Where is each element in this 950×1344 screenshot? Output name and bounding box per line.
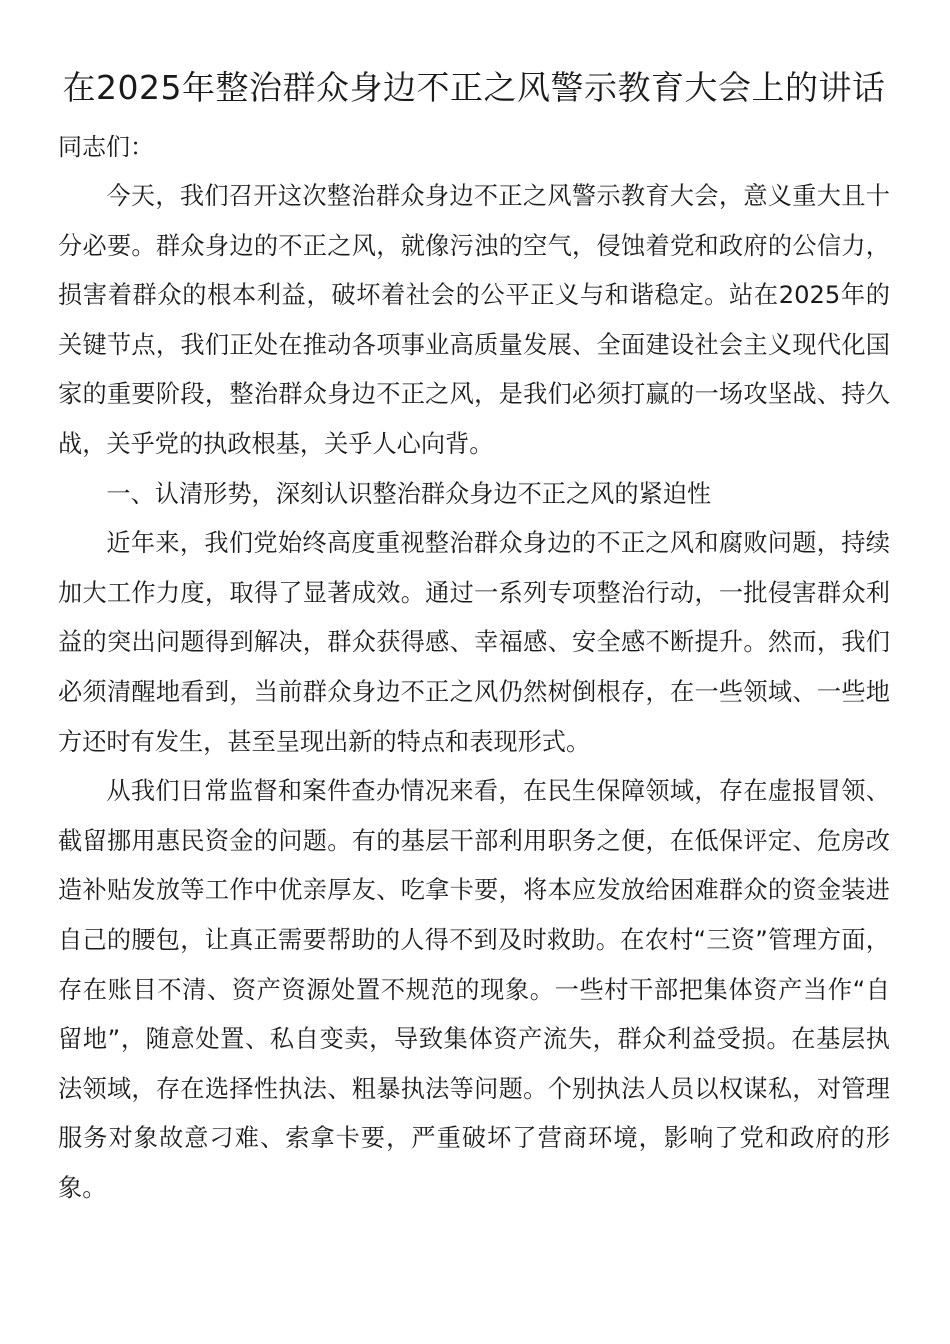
- section-heading-1: 一、认清形势，深刻认识整治群众身边不正之风的紧迫性: [106, 479, 712, 508]
- paragraph-problems: 从我们日常监督和案件查办情况来看，在民生保障领域，存在虚报冒领、截留挪用惠民资金的问题。有的基层干部利用职务之便，在低保评定、危房改造补贴发放等工作中优亲厚友、吃拿卡要，将本应发放给困难群众的资金装进自己的腰包，让真正需要帮助的人得不到及时救助。在农村“三资”管理方面，存在账目不清、资产资源处置不规范的现象。一些村干部把集体资产当作“自留地”，随意处置、私自变卖，导致集体资产流失，群众利益受损。在基层执法领域，存在选择性执法、粗暴执法等问题。个别执法人员以权谋私，对管理服务对象故意刁难、索拿卡要，严重破坏了营商环境，影响了党和政府的形象。: [58, 777, 890, 1202]
- paragraph-situation: 近年来，我们党始终高度重视整治群众身边的不正之风和腐败问题，持续加大工作力度，取得了显著成效。通过一系列专项整治行动，一批侵害群众利益的突出问题得到解决，群众获得感、幸福感、安全感不断提升。然而，我们必须清醒地看到，当前群众身边不正之风仍然树倒根存，在一些领域、一些地方还时有发生，甚至呈现出新的特点和表现形式。: [58, 529, 890, 756]
- document-page: [58, 62, 890, 1213]
- salutation: 同志们：: [58, 133, 154, 161]
- document-title: 在2025年整治群众身边不正之风警示教育大会上的讲话: [62, 68, 886, 107]
- paragraph-opening: 今天，我们召开这次整治群众身边不正之风警示教育大会，意义重大且十分必要。群众身边的不正之风，就像污浊的空气，侵蚀着党和政府的公信力，损害着群众的根本利益，破坏着社会的公平正义与和谐稳定。站在2025年的关键节点，我们正处在推动各项事业高质量发展、全面建设社会主义现代化国家的重要阶段，整治群众身边不正之风，是我们必须打赢的一场攻坚战、持久战，关乎党的执政根基，关乎人心向背。: [58, 182, 890, 458]
